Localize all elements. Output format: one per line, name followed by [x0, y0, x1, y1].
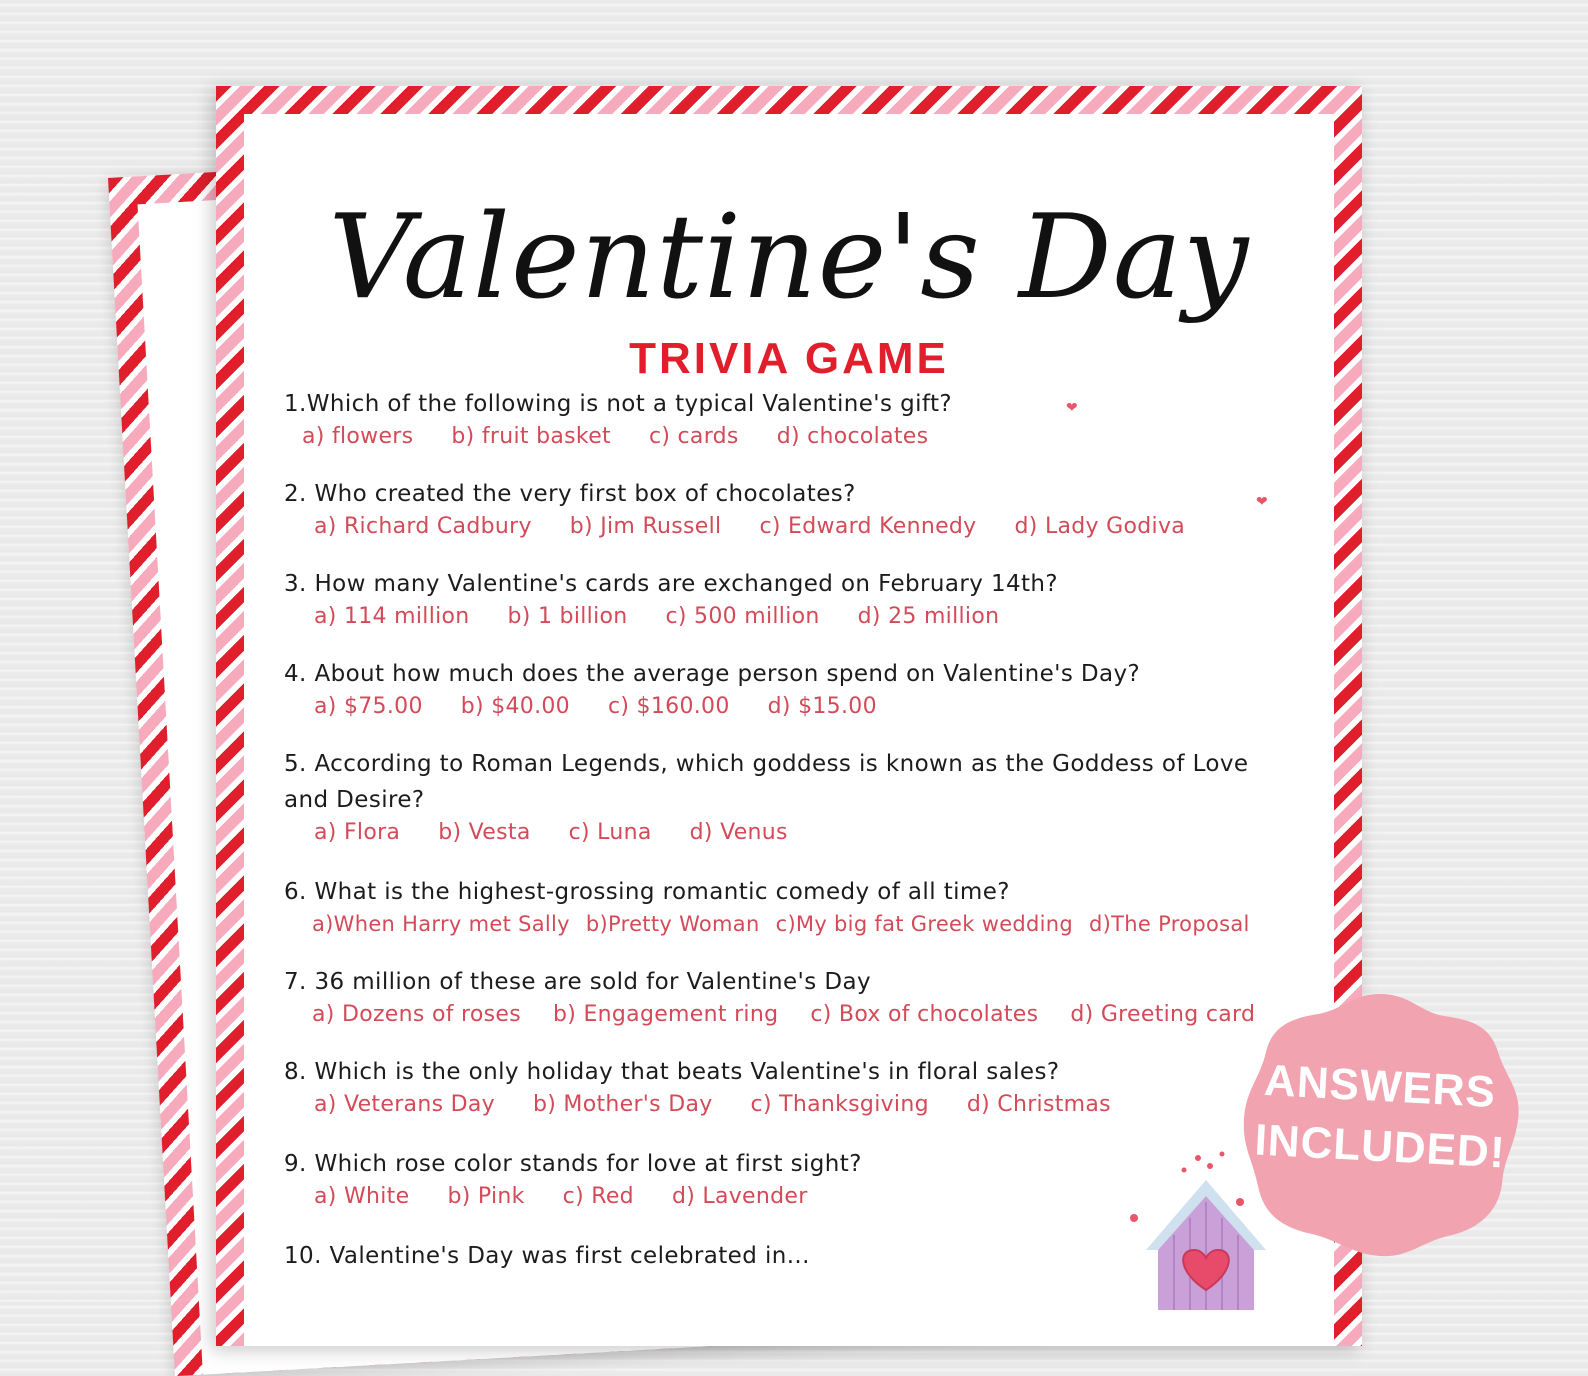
question-1 [284, 386, 1304, 449]
option-d: d) Venus [689, 820, 788, 845]
option-c: c) Edward Kennedy [759, 514, 977, 539]
option-a: a) 114 million [314, 604, 470, 629]
question-3 [284, 566, 1304, 629]
option-c: c) Thanksgiving [750, 1092, 929, 1117]
option-c: c) Red [562, 1184, 634, 1209]
option-a: a) Flora [314, 820, 401, 845]
page-title: Valentine's Day [328, 190, 1250, 325]
option-c: c) Box of chocolates [810, 1002, 1039, 1027]
question-text: 4. About how much does the average person spend on Valentine's Day? [284, 661, 1141, 687]
question-text: 9. Which rose color stands for love at first sight? [284, 1151, 862, 1177]
option-c: c) 500 million [665, 604, 820, 629]
question-text: 3. How many Valentine's cards are exchanged on February 14th? [284, 571, 1059, 597]
option-d: d) 25 million [857, 604, 1000, 629]
option-a: a) White [314, 1184, 410, 1209]
option-a: a)When Harry met Sally [312, 912, 570, 936]
option-d: d) chocolates [776, 424, 929, 449]
option-b: b)Pretty Woman [585, 912, 760, 936]
option-a: a) Richard Cadbury [314, 514, 532, 539]
option-c: c) $160.00 [607, 694, 730, 719]
heart-icon: ❤ [1066, 400, 1078, 416]
question-2 [284, 476, 1304, 539]
option-b: b) $40.00 [460, 694, 570, 719]
heart-icon: ❤ [1256, 494, 1268, 510]
answers-included-badge [1240, 990, 1520, 1260]
question-options [312, 1002, 1304, 1027]
badge-line-1: ANSWERS [1262, 1055, 1498, 1118]
question-options [302, 424, 1304, 449]
question-6 [284, 874, 1304, 936]
question-7 [284, 964, 1304, 1027]
option-d: d) Lady Godiva [1014, 514, 1186, 539]
question-text: 1.Which of the following is not a typical Valentine's gift? [284, 391, 952, 417]
question-text: 10. Valentine's Day was first celebrated in... [284, 1243, 810, 1269]
question-5 [284, 746, 1264, 845]
option-b: b) Mother's Day [532, 1092, 713, 1117]
page-subtitle: TRIVIA GAME [629, 334, 949, 383]
option-b: b) Vesta [438, 820, 531, 845]
option-b: b) 1 billion [507, 604, 628, 629]
question-options [314, 1092, 1304, 1117]
question-text: 8. Which is the only holiday that beats Valentine's in floral sales? [284, 1059, 1060, 1085]
question-options [312, 912, 1304, 936]
option-b: b) fruit basket [451, 424, 611, 449]
option-d: d) $15.00 [767, 694, 877, 719]
question-options [314, 604, 1304, 629]
option-a: a) Dozens of roses [312, 1002, 522, 1027]
option-b: b) Engagement ring [553, 1002, 779, 1027]
option-d: d) Christmas [966, 1092, 1111, 1117]
option-b: b) Jim Russell [569, 514, 722, 539]
question-options [314, 820, 1264, 845]
option-a: a) flowers [302, 424, 414, 449]
option-d: d) Greeting card [1070, 1002, 1256, 1027]
question-options [314, 514, 1304, 539]
option-a: a) $75.00 [314, 694, 423, 719]
option-a: a) Veterans Day [314, 1092, 495, 1117]
badge-line-2: INCLUDED! [1253, 1115, 1507, 1178]
question-4 [284, 656, 1304, 719]
option-c: c) cards [648, 424, 739, 449]
question-text: 7. 36 million of these are sold for Valentine's Day [284, 969, 871, 995]
option-c: c) Luna [568, 820, 652, 845]
question-text: 2. Who created the very first box of chocolates? [284, 481, 856, 507]
question-text: 5. According to Roman Legends, which goddess is known as the Goddess of Love and Desire? [284, 751, 1249, 813]
option-d: d) Lavender [671, 1184, 808, 1209]
option-c: c)My big fat Greek wedding [775, 912, 1074, 936]
question-options [314, 694, 1304, 719]
option-d: d)The Proposal [1089, 912, 1250, 936]
option-b: b) Pink [447, 1184, 525, 1209]
question-8 [284, 1054, 1304, 1117]
question-text: 6. What is the highest-grossing romantic comedy of all time? [284, 879, 1010, 905]
